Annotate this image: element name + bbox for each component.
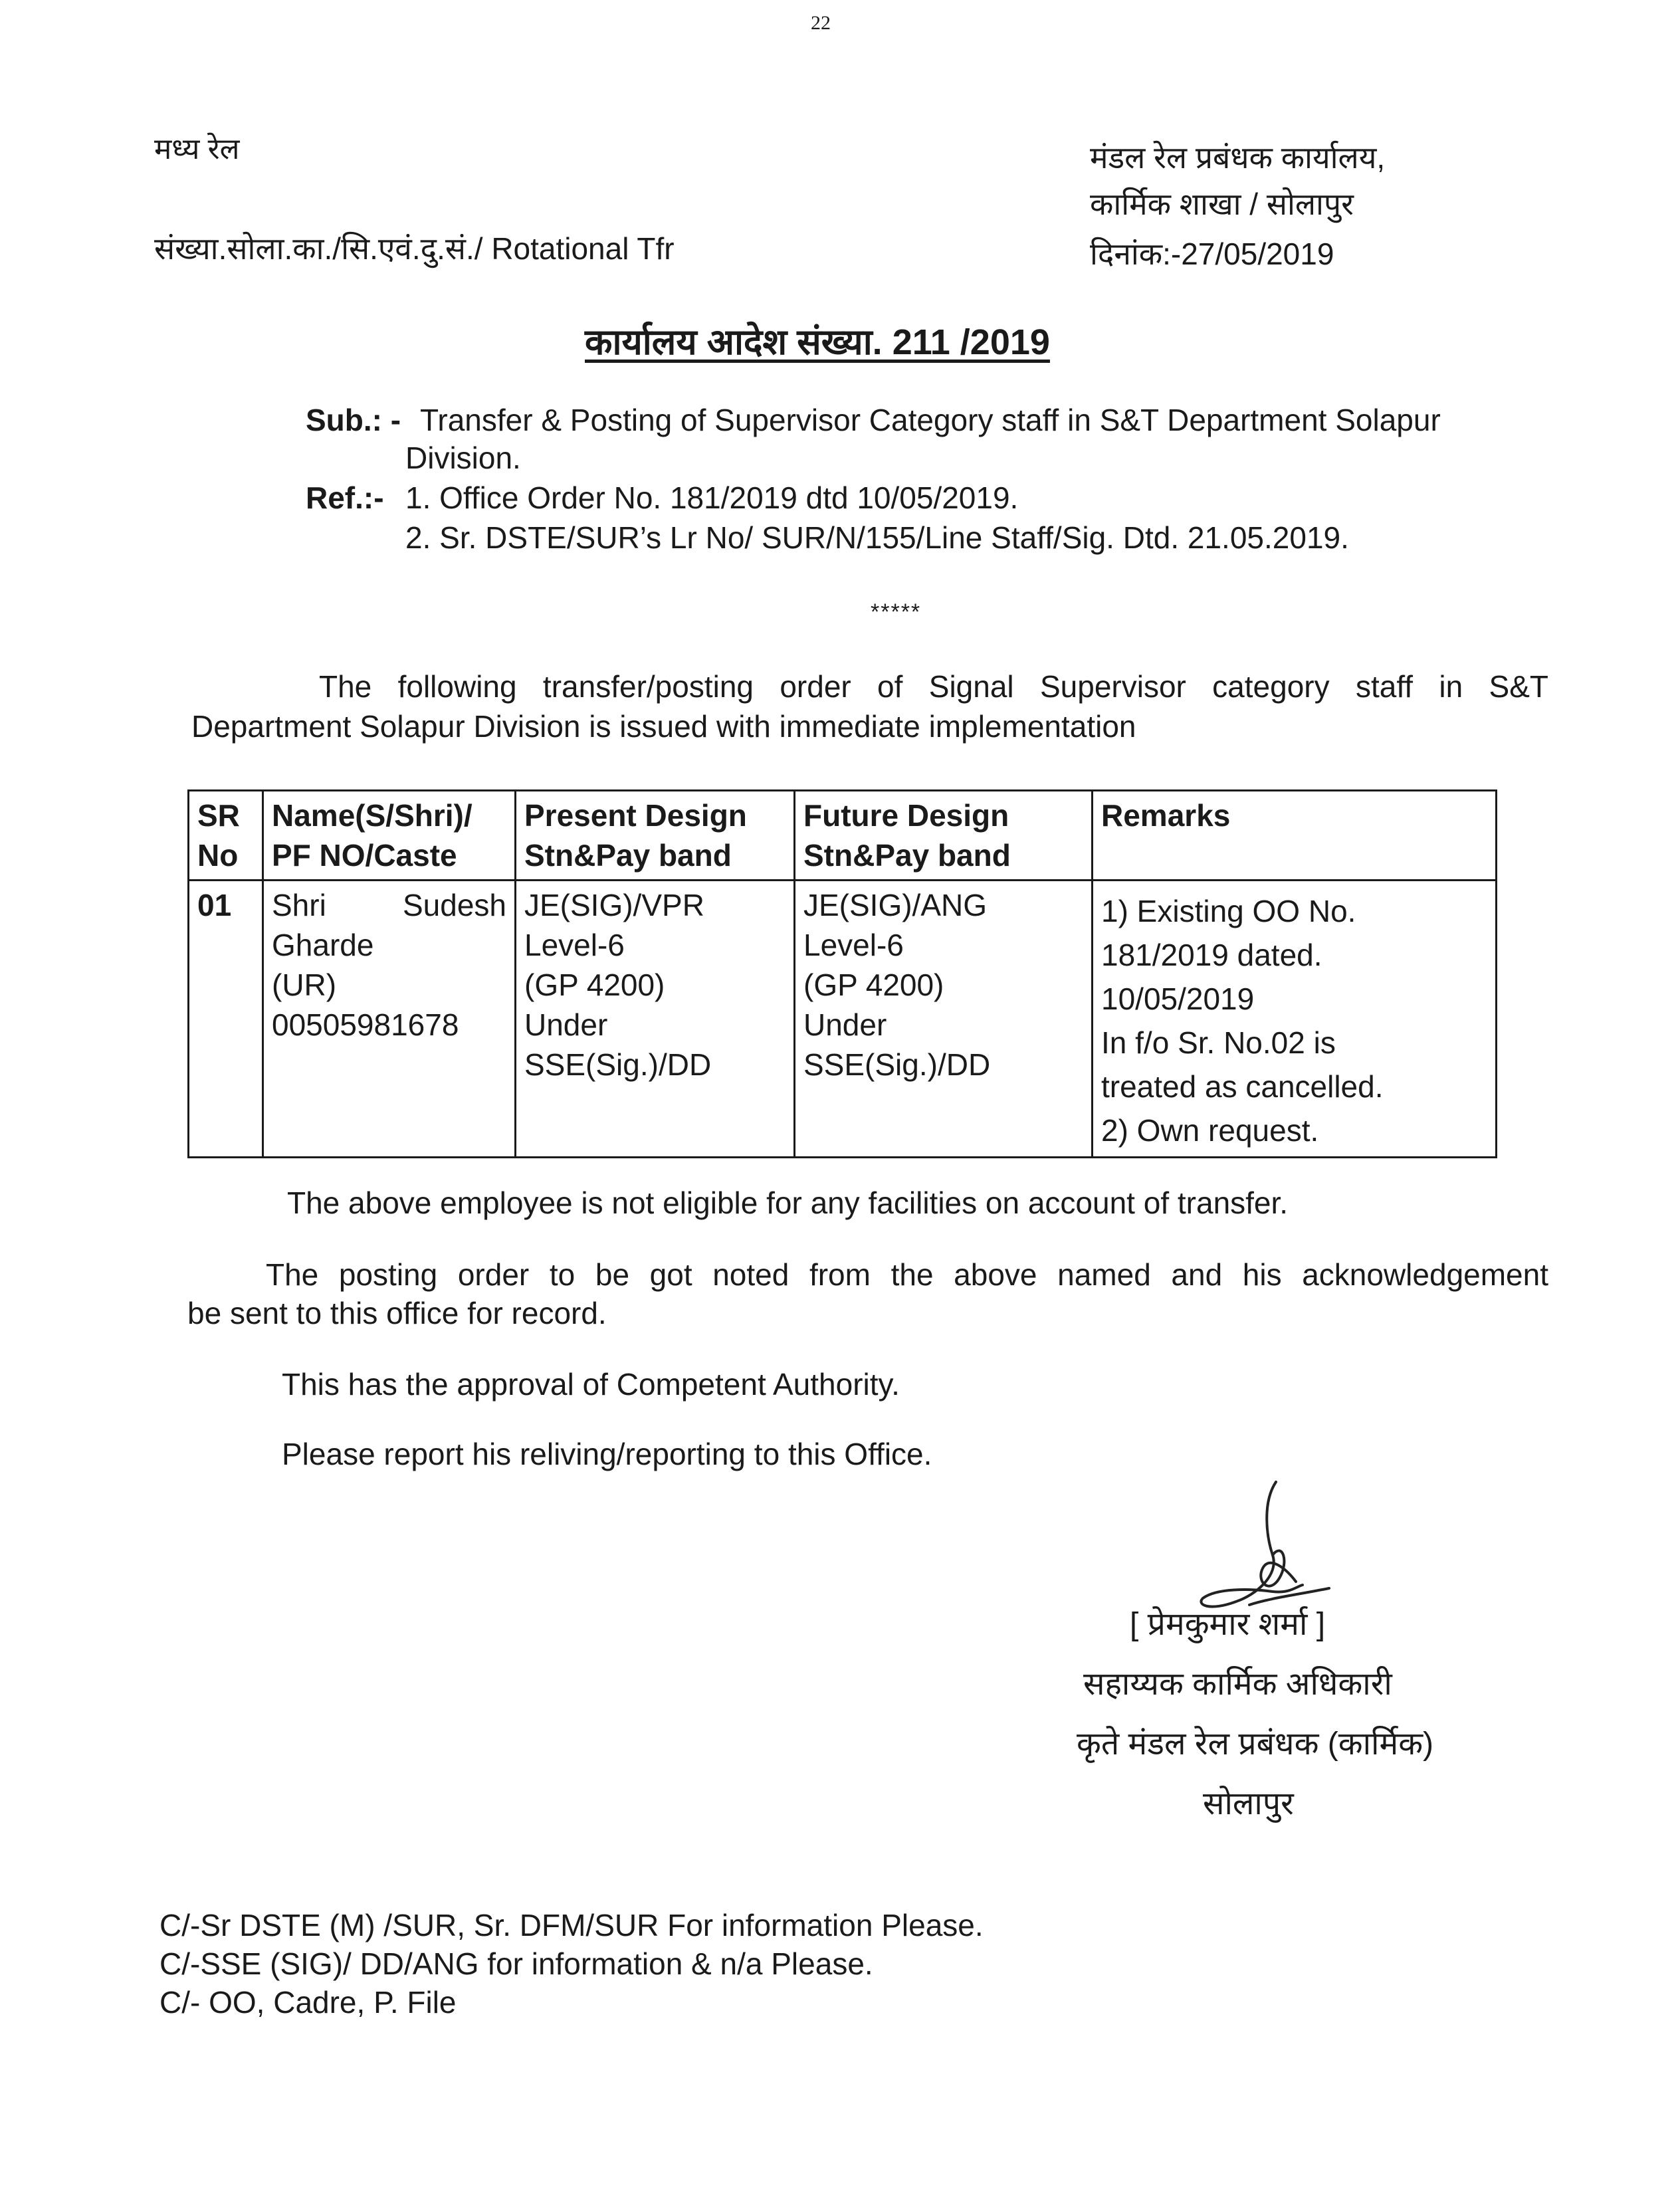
- office-order-title: कार्यालय आदेश संख्या. 211 /2019: [585, 322, 1050, 362]
- header-name-line-1: Name(S/Shri)/: [272, 798, 472, 833]
- cell-remarks-line-3: 10/05/2019: [1101, 982, 1255, 1016]
- page-number: 22: [811, 12, 831, 34]
- cell-remarks-line-4: In f/o Sr. No.02 is: [1101, 1025, 1336, 1060]
- separator-stars: *****: [871, 599, 922, 625]
- cell-present-line-2: Level-6: [524, 928, 625, 962]
- branch-name: कार्मिक शाखा / सोलापुर: [1090, 187, 1354, 221]
- cell-name: [263, 881, 516, 1158]
- reference-number-hindi: संख्या.सोला.का./सि.एवं.दु.सं./: [154, 231, 483, 266]
- cell-future-design: [795, 881, 1093, 1158]
- paragraph-approval: This has the approval of Competent Authority.: [282, 1367, 900, 1402]
- header-future-line-1: Future Design: [803, 798, 1009, 833]
- cell-future-line-3: (GP 4200): [803, 968, 944, 1002]
- table-row: [189, 881, 1497, 1158]
- cell-future-line-4: Under: [803, 1007, 887, 1042]
- reference-item-1: 1. Office Order No. 181/2019 dtd 10/05/2019.: [405, 480, 1019, 515]
- cell-remarks-line-1: 1) Existing OO No.: [1101, 894, 1356, 928]
- org-name: मध्य रेल: [154, 133, 240, 165]
- paragraph-posting-line-1: The posting order to be got noted from the above named and his acknowledgement: [266, 1257, 1548, 1292]
- header-sr-no: [189, 791, 263, 881]
- transfer-table: [187, 789, 1497, 1158]
- copy-line-2: C/-SSE (SIG)/ DD/ANG for information & n/a Please.: [159, 1946, 873, 1981]
- header-future-design: [795, 791, 1093, 881]
- subject-label: [306, 402, 401, 438]
- header-remarks-line-1: Remarks: [1101, 798, 1231, 833]
- subject-line-1: Transfer & Posting of Supervisor Category staff in S&T Department Solapur: [420, 403, 1441, 437]
- cell-future-line-5: SSE(Sig.)/DD: [803, 1047, 991, 1082]
- header-name-line-2: PF NO/Caste: [272, 838, 457, 873]
- table-header-row: [189, 791, 1497, 881]
- cell-name-line-3: (UR): [272, 968, 337, 1002]
- cell-present-line-5: SSE(Sig.)/DD: [524, 1047, 712, 1082]
- cell-future-line-2: Level-6: [803, 928, 904, 962]
- copy-line-1: C/-Sr DSTE (M) /SUR, Sr. DFM/SUR For information Please.: [159, 1908, 984, 1942]
- intro-line-2: Department Solapur Division is issued with immediate implementation: [191, 709, 1136, 744]
- header-present-line-1: Present Design: [524, 798, 747, 833]
- paragraph-report: Please report his reliving/reporting to this Office.: [282, 1437, 932, 1471]
- signatory-for-line: कृते मंडल रेल प्रबंधक (कार्मिक): [1077, 1726, 1434, 1762]
- cell-name-line-1: Shri Sudesh: [272, 888, 506, 922]
- subject-label-text: Sub.: -: [306, 403, 401, 437]
- signatory-place: सोलापुर: [1203, 1786, 1294, 1822]
- header-sr-line-2: No: [197, 838, 239, 873]
- cell-name-line-4: 00505981678: [272, 1007, 459, 1042]
- reference-label: Ref.:-: [306, 480, 384, 515]
- cell-name-line-2: Gharde: [272, 928, 374, 962]
- cell-remarks-line-6: 2) Own request.: [1101, 1113, 1319, 1148]
- header-name: [263, 791, 516, 881]
- intro-line-1: The following transfer/posting order of Signal Supervisor category staff in S&T: [319, 669, 1548, 704]
- order-date: दिनांक:-27/05/2019: [1090, 237, 1334, 271]
- paragraph-eligibility: The above employee is not eligible for any facilities on account of transfer.: [287, 1186, 1289, 1220]
- signatory-name: [ प्रेमकुमार शर्मा ]: [1130, 1607, 1326, 1642]
- paragraph-posting-line-2: be sent to this office for record.: [187, 1296, 607, 1330]
- subject-line-2: Division.: [405, 441, 521, 475]
- cell-present-line-4: Under: [524, 1007, 608, 1042]
- reference-item-2: 2. Sr. DSTE/SUR’s Lr No/ SUR/N/155/Line Staff/Sig. Dtd. 21.05.2019.: [405, 520, 1349, 555]
- cell-present-line-1: JE(SIG)/VPR: [524, 888, 704, 922]
- header-remarks: [1093, 791, 1497, 881]
- office-name: मंडल रेल प्रबंधक कार्यालय,: [1090, 140, 1386, 175]
- cell-sr: 01: [189, 881, 263, 1158]
- header-present-design: [516, 791, 795, 881]
- cell-remarks-line-5: treated as cancelled.: [1101, 1069, 1384, 1104]
- header-future-line-2: Stn&Pay band: [803, 838, 1011, 873]
- header-present-line-2: Stn&Pay band: [524, 838, 732, 873]
- signatory-designation: सहाय्यक कार्मिक अधिकारी: [1083, 1667, 1392, 1702]
- cell-present-line-3: (GP 4200): [524, 968, 665, 1002]
- cell-present-design: [516, 881, 795, 1158]
- reference-number: [154, 227, 675, 268]
- cell-future-line-1: JE(SIG)/ANG: [803, 888, 988, 922]
- header-sr-line-1: SR: [197, 798, 240, 833]
- reference-number-english: Rotational Tfr: [491, 231, 675, 266]
- copy-line-3: C/- OO, Cadre, P. File: [159, 1985, 457, 2020]
- cell-remarks-line-2: 181/2019 dated.: [1101, 938, 1322, 972]
- cell-remarks: [1093, 881, 1497, 1158]
